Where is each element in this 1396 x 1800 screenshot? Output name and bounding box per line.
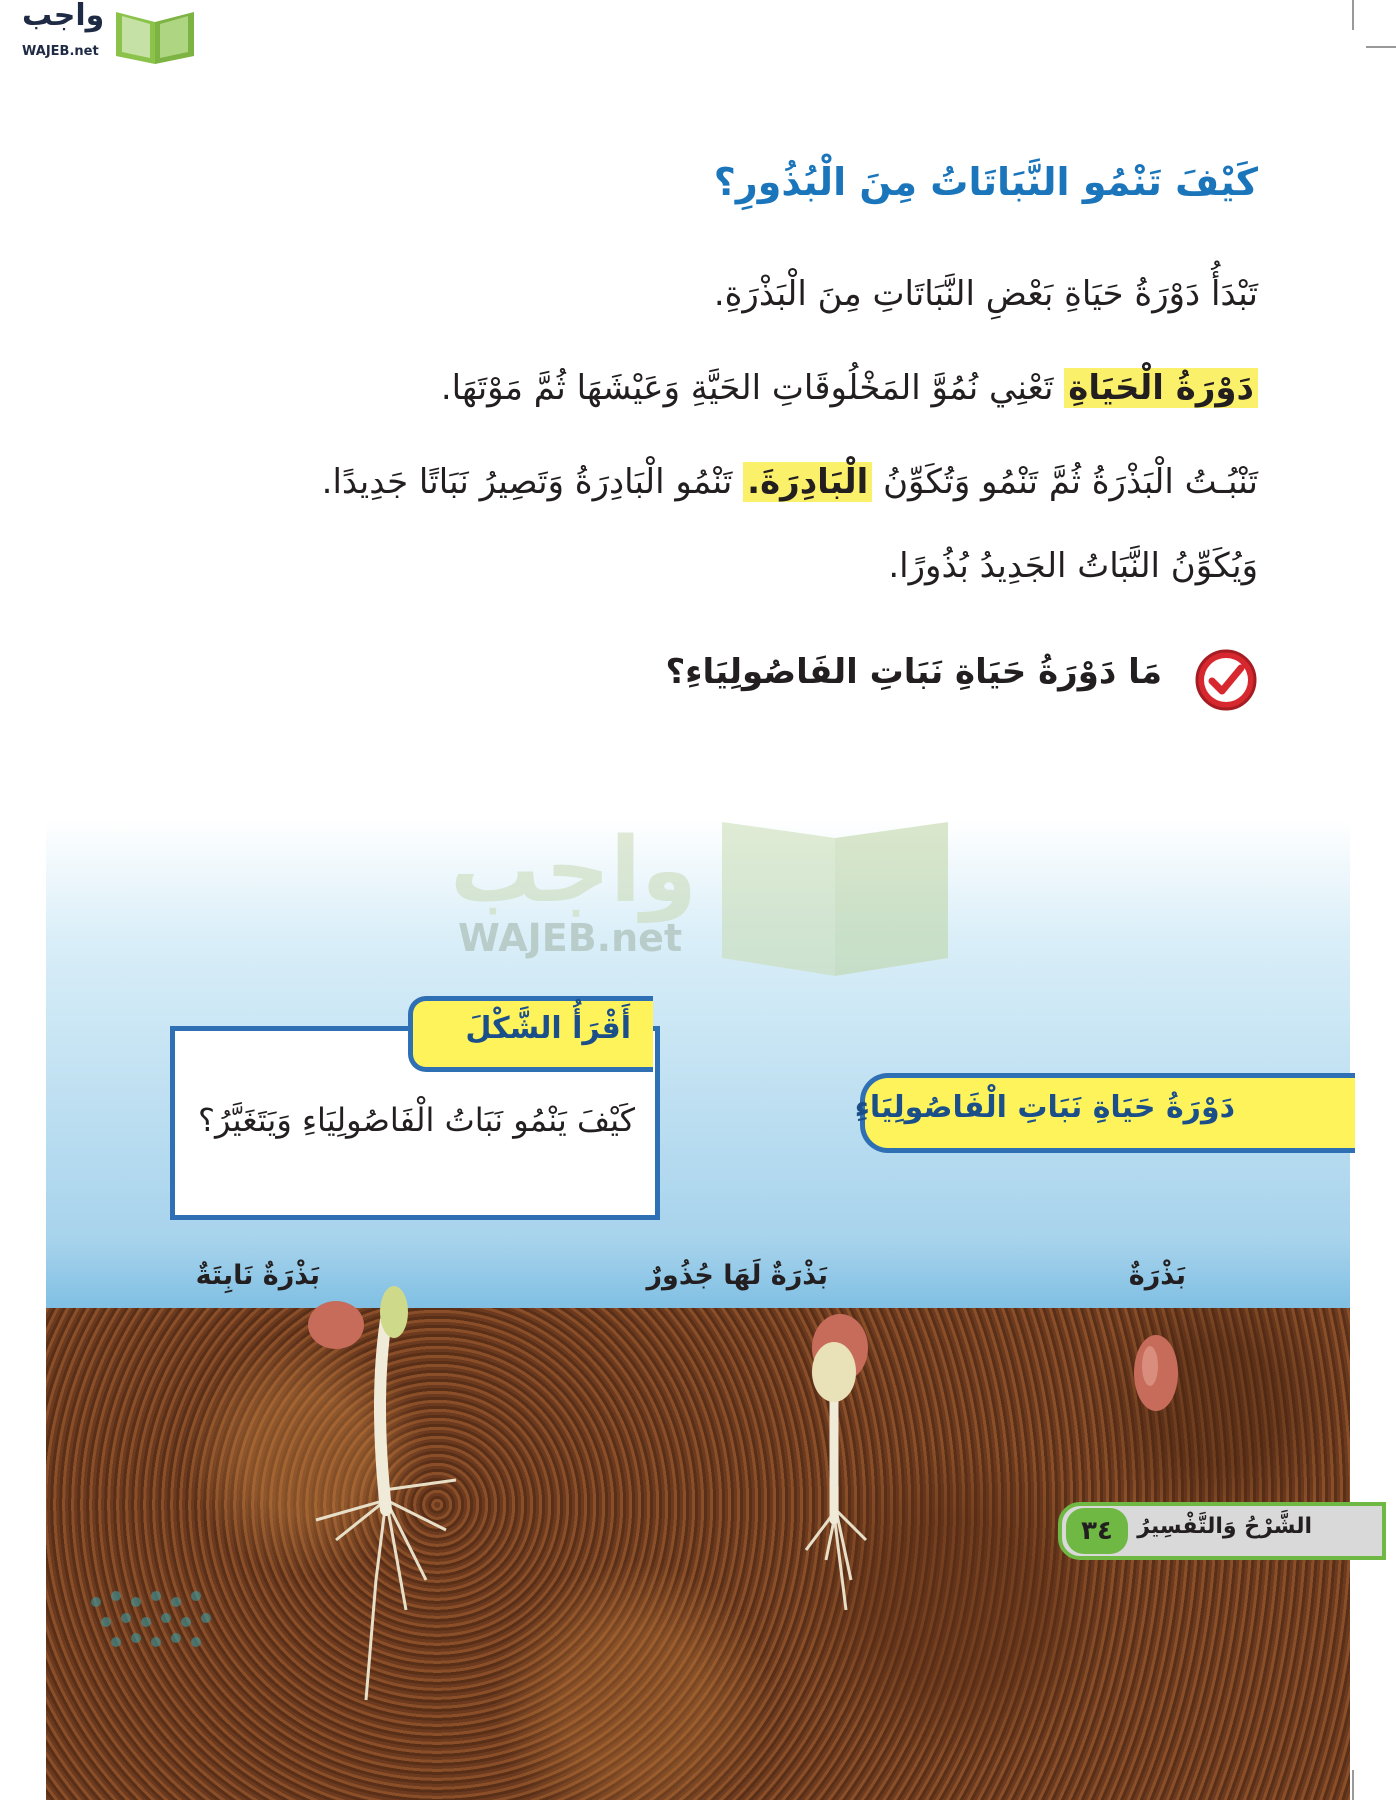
life-cycle-title-banner xyxy=(854,1073,1355,1153)
watermark-arabic: واجب xyxy=(450,818,697,923)
footer-section-label: الشَّرْحُ وَالتَّفْسِيرُ xyxy=(1137,1514,1312,1539)
watermark-book-icon xyxy=(720,808,950,978)
term-seedling: الْبَادِرَةَ. xyxy=(743,462,872,502)
paragraph-seedling xyxy=(322,456,1258,508)
paragraph-seeds: وَيُكَوِّنُ النَّبَاتُ الجَدِيدُ بُذُورًا. xyxy=(888,546,1258,586)
checkmark-icon xyxy=(1194,648,1258,712)
paragraph-definition xyxy=(441,362,1258,414)
crop-mark xyxy=(1352,0,1354,30)
ministry-logo-icon xyxy=(76,1582,246,1662)
definition-text: تَعْنِي نُمُوَّ المَخْلُوقَاتِ الحَيَّةِ وَعَيْشَهَا ثُمَّ مَوْتَهَا. xyxy=(440,368,1054,408)
check-question xyxy=(665,648,1258,710)
life-cycle-title: دَوْرَةُ حَيَاةِ نَبَاتِ الْفَاصُولِيَاءِ xyxy=(854,1090,1235,1125)
logo-latin: WAJEB.net xyxy=(22,44,99,59)
watermark xyxy=(450,808,950,988)
crop-mark xyxy=(1352,1770,1354,1800)
logo-arabic: واجب xyxy=(22,0,105,33)
ministry-emblem xyxy=(76,1582,256,1712)
watermark-latin: WAJEB.net xyxy=(458,916,683,960)
paragraph-intro: تَبْدَأُ دَوْرَةُ حَيَاةِ بَعْضِ النَّبَاتَاتِ مِنَ الْبَذْرَةِ. xyxy=(713,274,1258,314)
read-figure-question: كَيْفَ يَنْمُو نَبَاتُ الْفَاصُولِيَاءِ وَيَتَغَيَّرُ؟ xyxy=(198,1101,635,1139)
open-book-icon xyxy=(114,8,196,66)
stage-label-seed: بَذْرَةٌ xyxy=(1128,1260,1186,1291)
bean-seed-icon xyxy=(1126,1328,1186,1418)
stage-label-sprouted-seed: بَذْرَةٌ نَابِتَةٌ xyxy=(195,1260,320,1291)
paragraph-text: تَنْبُـتُ الْبَذْرَةُ ثُمَّ تَنْمُو وَتُكَوِّنُ xyxy=(883,462,1258,502)
site-logo[interactable] xyxy=(8,0,190,66)
term-life-cycle: دَوْرَةُ الْحَيَاةِ xyxy=(1064,368,1258,408)
section-title: كَيْفَ تَنْمُو النَّبَاتَاتُ مِنَ الْبُذُورِ؟ xyxy=(713,160,1258,204)
read-figure-label: أَقْرَأُ الشَّكْلَ xyxy=(465,1011,631,1046)
page-footer-tab xyxy=(1058,1502,1386,1560)
check-question-text: مَا دَوْرَةُ حَيَاةِ نَبَاتِ الفَاصُولِيَاءِ؟ xyxy=(665,652,1162,692)
stage-label-rooted-seed: بَذْرَةٌ لَهَا جُذُورٌ xyxy=(646,1260,828,1291)
page-number: ٣٤ xyxy=(1066,1508,1128,1554)
sprouted-seed-icon xyxy=(276,1280,496,1740)
paragraph-text: تَنْمُو الْبَادِرَةُ وَتَصِيرُ نَبَاتًا جَدِيدًا. xyxy=(321,462,733,502)
crop-mark xyxy=(1366,46,1396,48)
rooted-seed-icon xyxy=(776,1310,896,1630)
read-figure-tab xyxy=(408,996,653,1072)
